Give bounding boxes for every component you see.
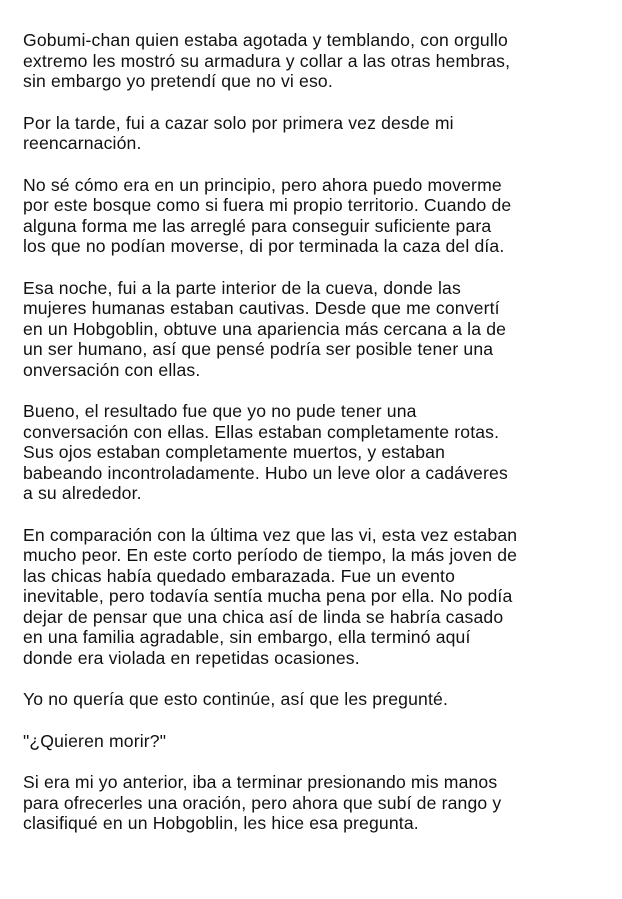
text-line: babeando incontroladamente. Hubo un leve olor a cadáveres	[23, 462, 508, 483]
paragraph	[23, 731, 611, 752]
paragraph	[23, 401, 611, 504]
text-line: No sé cómo era en un principio, pero ahora puedo moverme	[23, 174, 502, 195]
text-line: inevitable, pero todavía sentía mucha pena por ella. No podía	[23, 586, 513, 606]
text-line: las chicas había quedado embarazada. Fue un evento	[23, 565, 456, 586]
text-line: un ser humano, así que pensé podría ser posible tener una	[23, 339, 494, 359]
text-line: onversación con ellas.	[23, 359, 201, 380]
paragraph	[23, 689, 611, 710]
text-line: Si era mi yo anterior, iba a terminar presionando mis manos	[23, 772, 498, 792]
text-line: alguna forma me las arreglé para conseguir suficiente para	[23, 215, 492, 236]
text-line: por este bosque como si fuera mi propio territorio. Cuando de	[23, 195, 512, 215]
text-line: dejar de pensar que una chica así de linda se habría casado	[23, 606, 504, 627]
paragraph	[23, 772, 611, 834]
text-line: en un Hobgoblin, obtuve una apariencia más cercana a la de	[23, 318, 507, 339]
text-line: En comparación con la última vez que las vi, esta vez estaban	[23, 524, 518, 545]
text-line: Yo no quería que esto continúe, así que les pregunté.	[23, 689, 448, 709]
text-line: donde era violada en repetidas ocasiones.	[23, 647, 360, 668]
text-line: Por la tarde, fui a cazar solo por primera vez desde mi	[23, 112, 454, 133]
text-line: sin embargo yo pretendí que no vi eso.	[23, 71, 333, 91]
text-line: mucho peor. En este corto período de tiempo, la más joven de	[23, 545, 518, 565]
document-page	[23, 30, 611, 855]
text-line: conversación con ellas. Ellas estaban completamente rotas.	[23, 421, 500, 442]
text-line: "¿Quieren morir?"	[23, 730, 167, 751]
paragraph	[23, 525, 611, 669]
text-line: Esa noche, fui a la parte interior de la cueva, donde las	[23, 277, 461, 298]
text-line: Sus ojos estaban completamente muertos, y estaban	[23, 442, 446, 462]
paragraph	[23, 278, 611, 381]
text-line: para ofrecerles una oración, pero ahora que subí de rango y	[23, 792, 502, 813]
text-line: a su alrededor.	[23, 483, 142, 503]
paragraph	[23, 30, 611, 92]
text-line: Gobumi-chan quien estaba agotada y temblando, con orgullo	[23, 30, 508, 50]
text-line: extremo les mostró su armadura y collar a las otras hembras,	[23, 50, 511, 71]
text-line: mujeres humanas estaban cautivas. Desde que me convertí	[23, 298, 500, 318]
text-line: en una familia agradable, sin embargo, ella terminó aquí	[23, 627, 471, 647]
text-line: los que no podían moverse, di por terminada la caza del día.	[23, 236, 505, 256]
text-line: Bueno, el resultado fue que yo no pude tener una	[23, 401, 417, 421]
text-line: reencarnación.	[23, 133, 142, 153]
paragraph	[23, 175, 611, 257]
text-line: clasifiqué en un Hobgoblin, les hice esa pregunta.	[23, 813, 419, 833]
paragraph	[23, 113, 611, 154]
